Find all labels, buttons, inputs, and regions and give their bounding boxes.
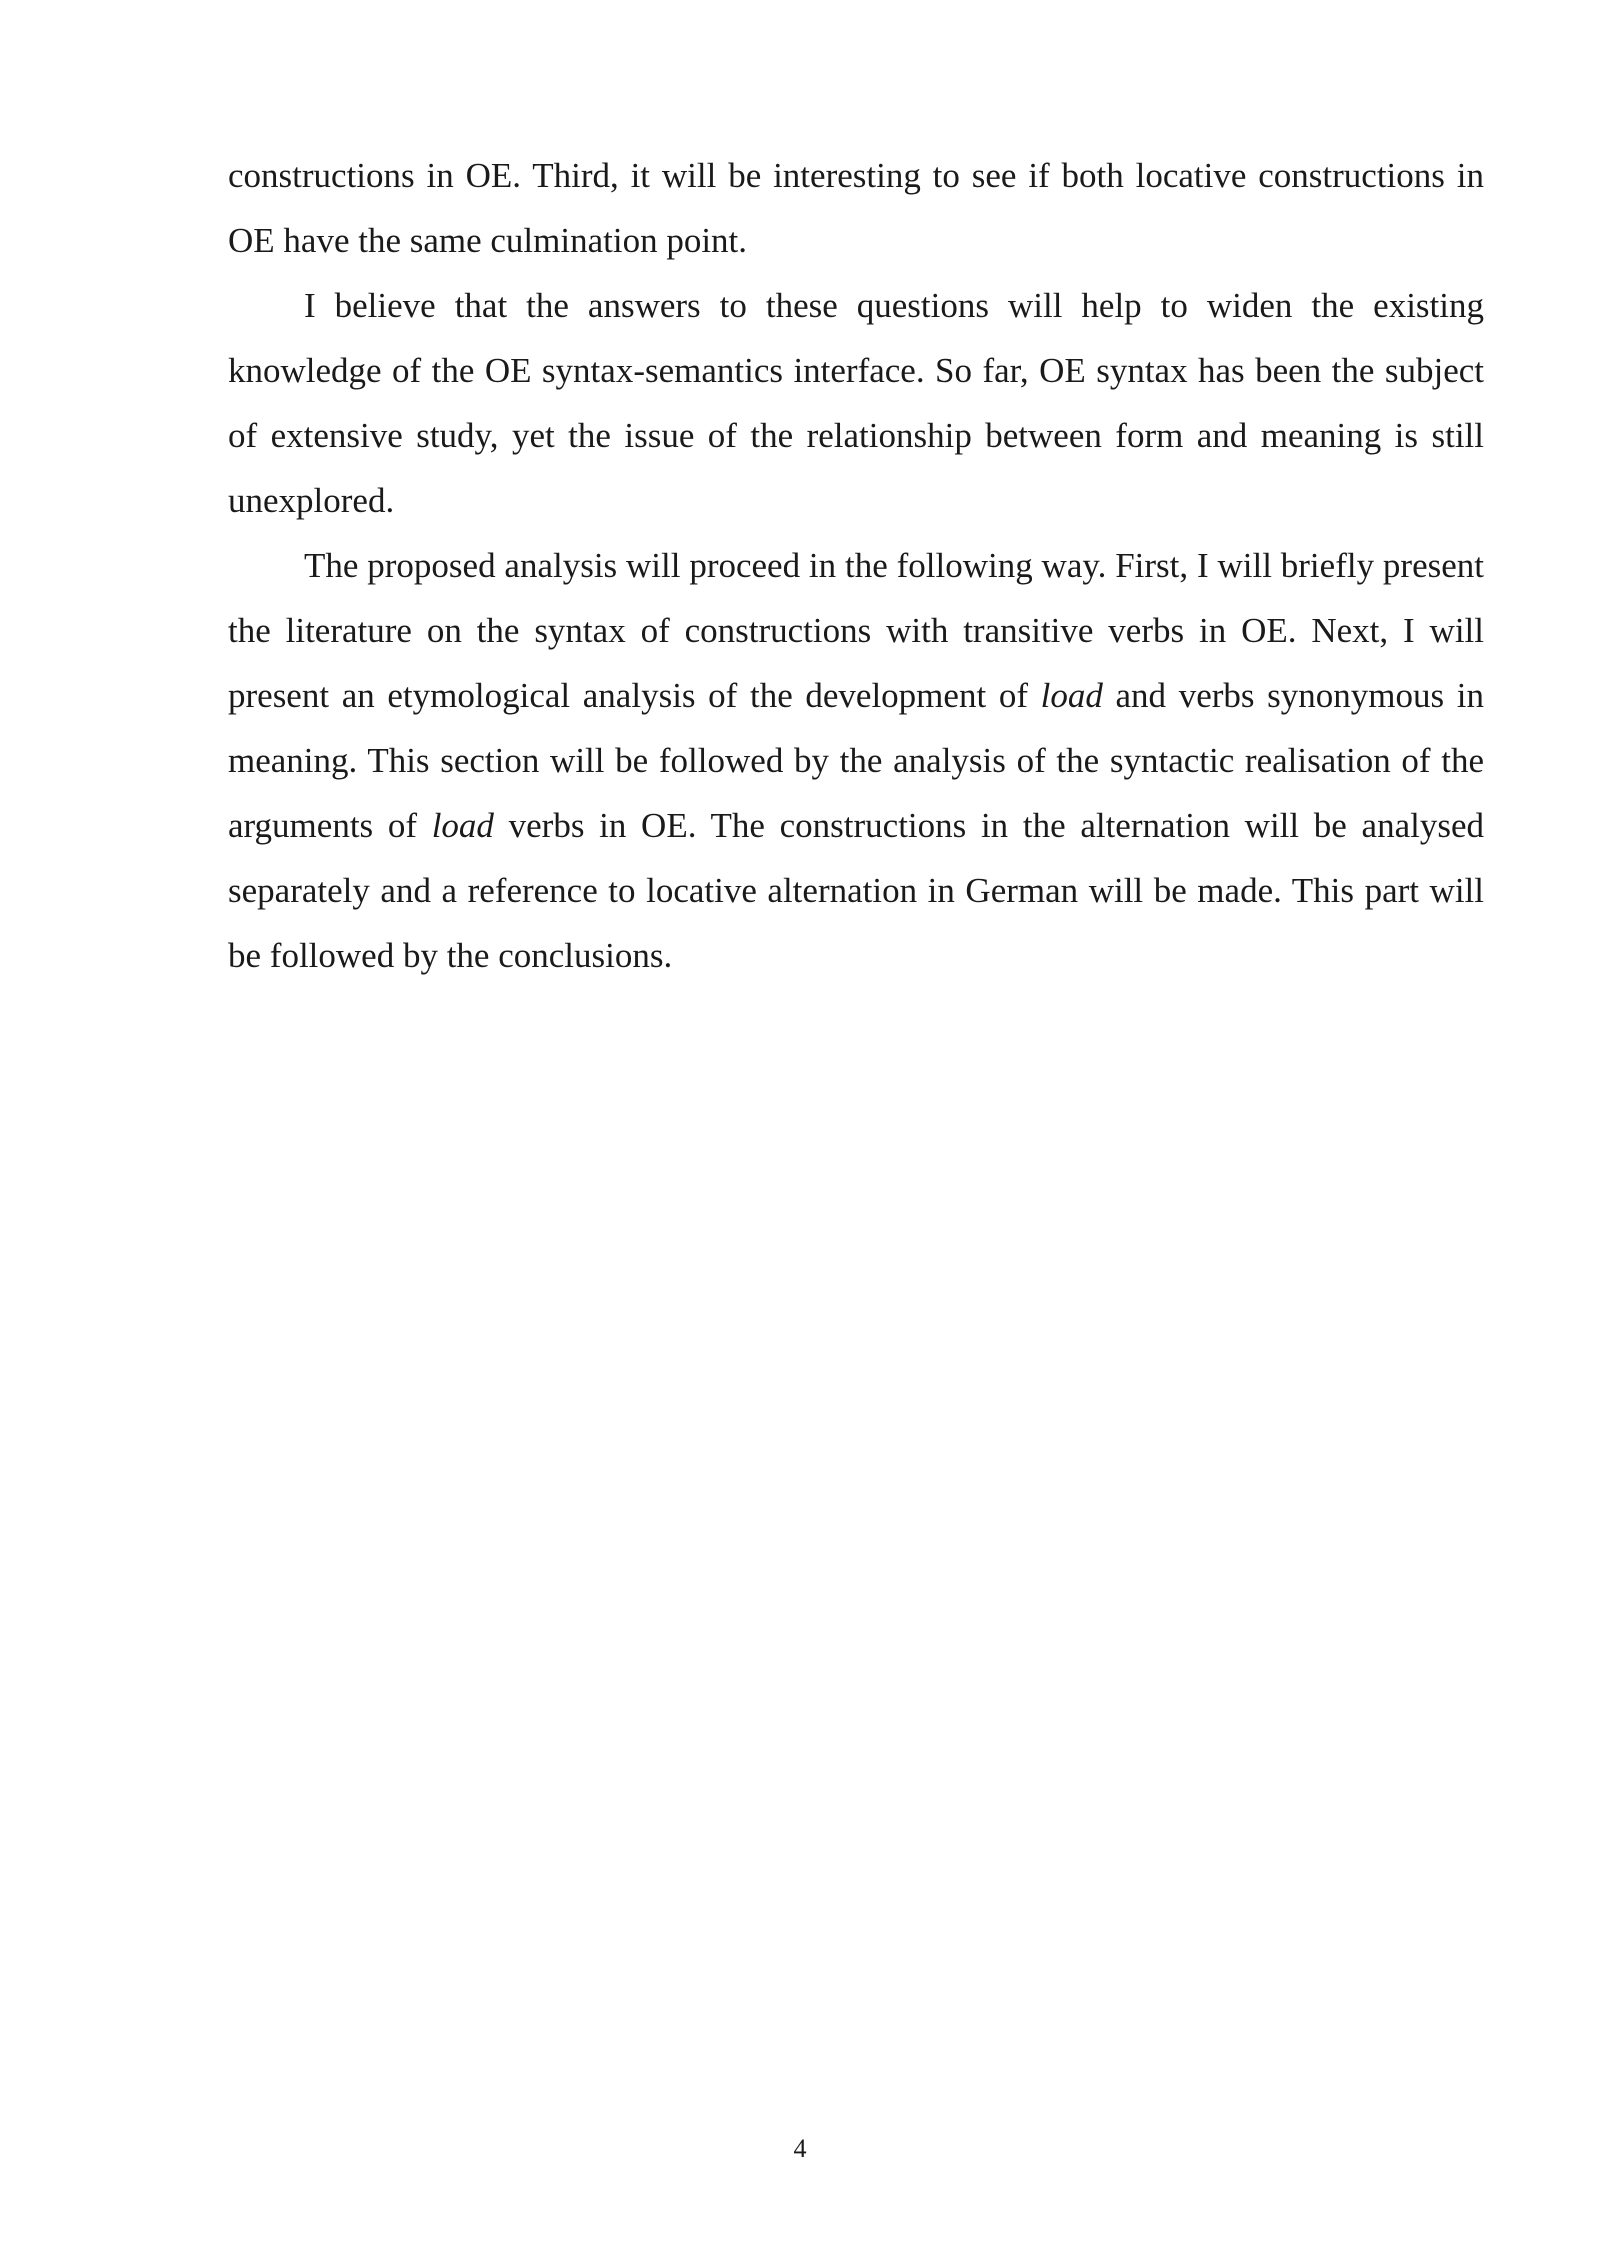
paragraph-analysis-outline xyxy=(228,533,1484,988)
italic-term: load xyxy=(431,806,494,845)
paragraph-research-significance xyxy=(228,273,1484,533)
paragraph-text: and verbs synonymous in meaning. This section will be followed by the analysis of the syntactic realisation of the arguments of xyxy=(228,676,1484,845)
paragraph-text: The proposed analysis will proceed in the following way. First, I will briefly present the literature on the syntax of constructions with transitive verbs in OE. Next, I will present an etymological analysis of the development of xyxy=(228,546,1484,715)
paragraph-text: I believe that the answers to these questions will help to widen the existing knowledge of the OE syntax-semantics interface. So far, OE syntax has been the subject of extensive study, yet the issue of the relationship between form and meaning is still unexplored. xyxy=(228,286,1484,520)
page-number: 4 xyxy=(793,2134,807,2163)
body-text xyxy=(228,143,1484,988)
italic-term: load xyxy=(1040,676,1103,715)
paragraph-continuation xyxy=(228,143,1484,273)
paragraph-text: verbs in OE. The constructions in the alternation will be analysed separately and a reference to locative alternation in German will be made. This part will be followed by the conclusions. xyxy=(228,806,1484,975)
paragraph-text: constructions in OE. Third, it will be interesting to see if both locative constructions in OE have the same culmination point. xyxy=(228,156,1484,260)
